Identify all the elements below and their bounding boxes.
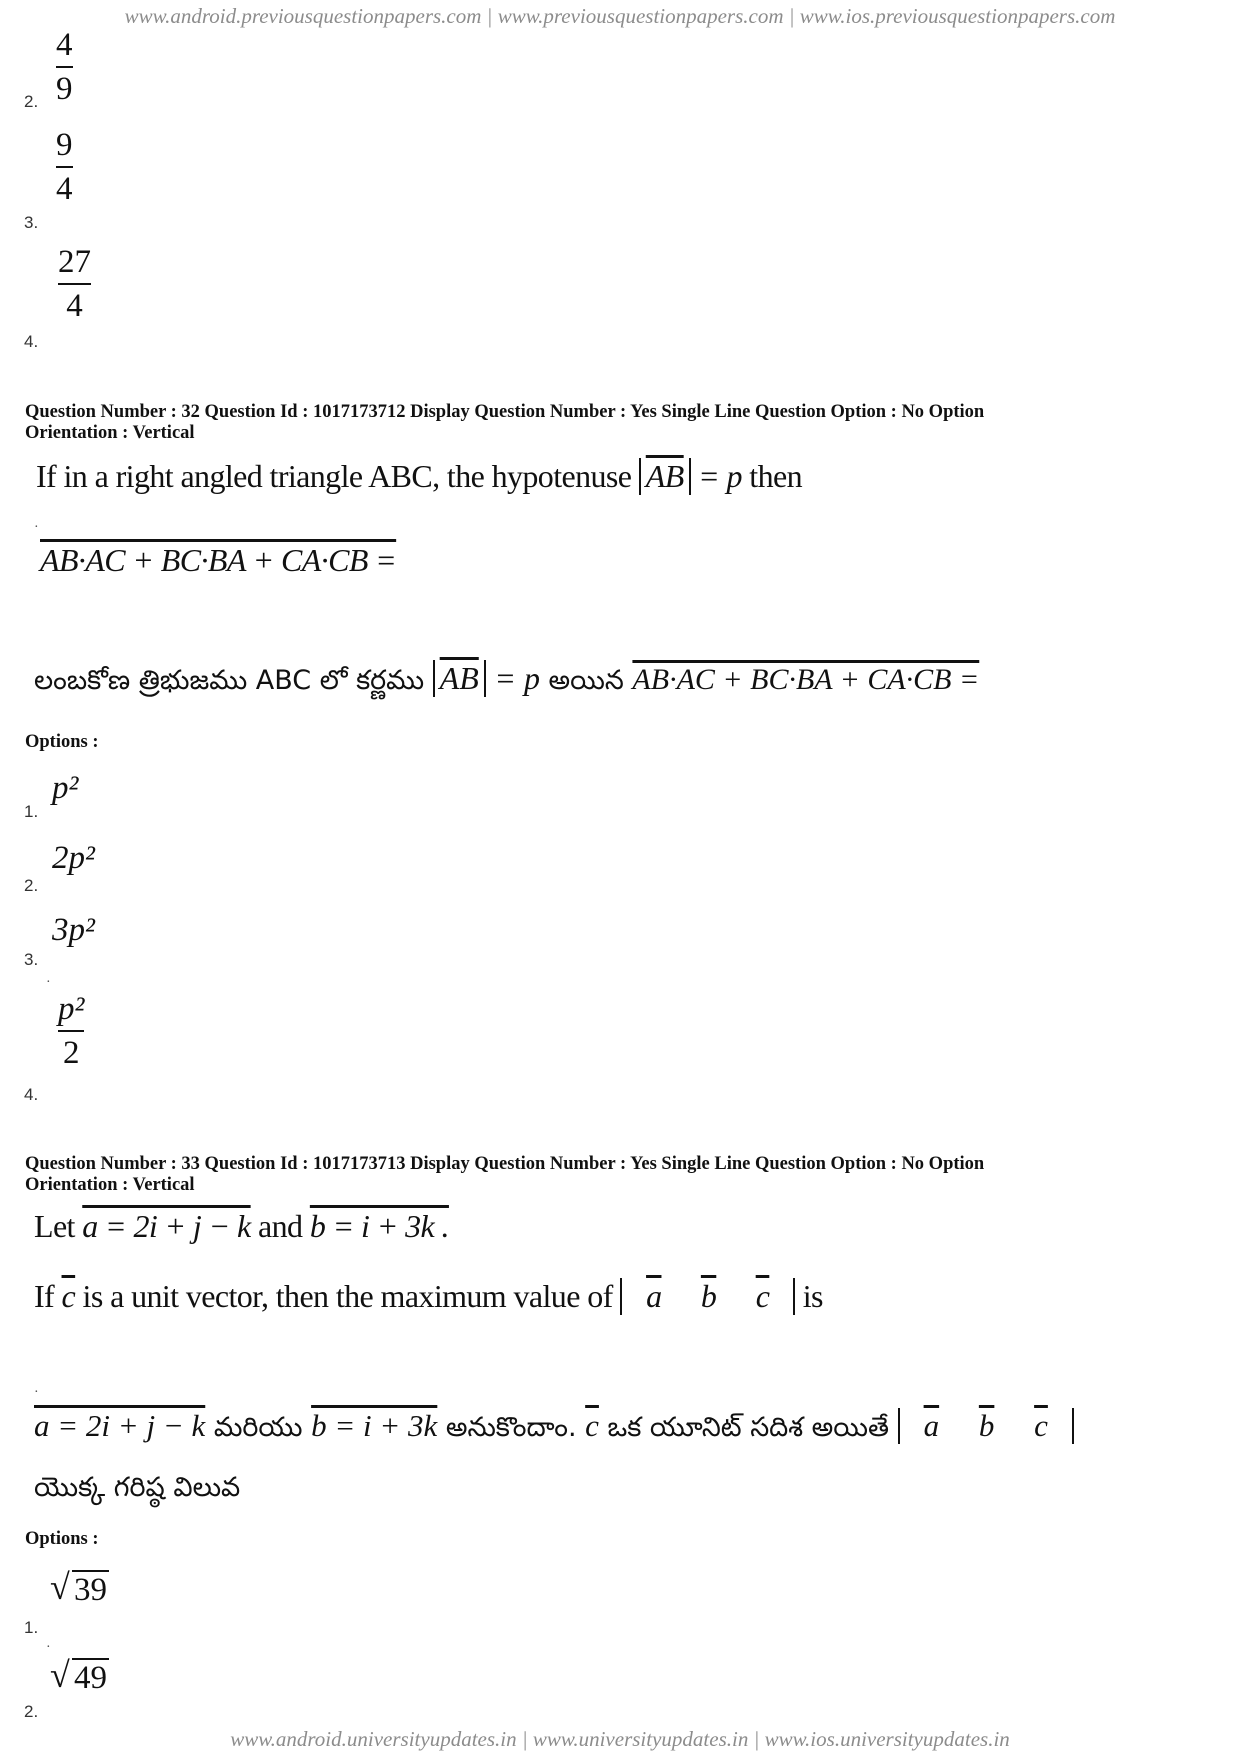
q32-then: then <box>749 458 802 494</box>
q33-english-line1 <box>34 1208 449 1245</box>
prev-option-2-number: 2. <box>24 92 39 111</box>
q33-if: If <box>34 1278 55 1314</box>
dot-marker: · <box>46 975 51 990</box>
fraction-bar <box>58 1030 84 1032</box>
fraction-denominator: 2 <box>62 1034 80 1071</box>
q33-vector-a: a = 2i + j − k <box>82 1208 251 1244</box>
dot-marker: · <box>46 1640 51 1655</box>
q33-telugu-vector-c: $\overline{c}$ <box>585 1408 599 1443</box>
q32-english-text: If in a right angled triangle ABC, the hypotenuse <box>36 458 632 494</box>
q33-option-2-value <box>50 1655 109 1697</box>
prev-option-4-number: 4. <box>24 332 39 351</box>
watermark-bottom: www.android.universityupdates.in | www.universityupdates.in | www.ios.universityupdates.in <box>230 1727 1010 1751</box>
q33-options-label: Options : <box>25 1529 99 1549</box>
box-item-c: $\overline{c}$ <box>755 1278 770 1314</box>
fraction-numerator: p² <box>58 991 85 1027</box>
radicand: 49 <box>74 1660 107 1696</box>
fraction-numerator: 9 <box>56 127 73 163</box>
fraction-bar <box>56 66 73 68</box>
q32-telugu-abs-ab: $\overline{AB}$ <box>433 660 486 697</box>
q33-telugu-text2: ఒక యూనిట్ సదిశ అయితే <box>607 1412 890 1443</box>
q32-eq-p: = p <box>698 458 742 494</box>
radicand: 39 <box>74 1572 107 1608</box>
box-item-a: $\overline{a}$ <box>923 1408 940 1443</box>
q32-option-3-number: 3. <box>24 950 39 969</box>
q32-telugu-text2: అయిన <box>548 665 624 696</box>
fraction-denominator: 4 <box>56 170 73 207</box>
q33-telugu-line2: యొక్క గరిష్ఠ విలువ <box>34 1472 241 1503</box>
q32-option-1-value: p² <box>52 770 79 806</box>
q32-abs-ab: $\overline{AB}$ <box>639 458 691 495</box>
q32-option-3-value: 3p² <box>52 912 95 948</box>
q33-option-1-number: 1. <box>24 1618 39 1637</box>
prev-option-4-fraction <box>58 245 91 323</box>
radical-sign-icon: √ <box>50 1655 70 1695</box>
dot-marker: · <box>34 1385 39 1400</box>
q32-options-label: Options : <box>25 732 99 752</box>
q33-telugu-box-product <box>898 1408 1074 1444</box>
q33-is: is <box>802 1278 823 1314</box>
radical-sign-icon: √ <box>50 1567 70 1607</box>
q32-header-line2: Orientation : Vertical <box>25 423 195 443</box>
q33-let: Let <box>34 1208 75 1244</box>
fraction-bar <box>58 283 91 285</box>
box-item-a: $\overline{a}$ <box>646 1278 662 1314</box>
q33-header <box>25 1154 1215 1196</box>
q33-telugu-vector-a: a = 2i + j − k <box>34 1408 206 1443</box>
box-item-c: $\overline{c}$ <box>1034 1408 1048 1443</box>
q33-telugu-mariyu: మరియు <box>213 1412 303 1443</box>
prev-option-3-number: 3. <box>24 213 39 232</box>
q32-option-1-number: 1. <box>24 802 39 821</box>
fraction-denominator: 4 <box>66 287 83 324</box>
dot-marker: · <box>34 520 39 535</box>
q32-telugu-text1: లంబకోణ త్రిభుజము ABC లో కర్ణము <box>34 665 425 696</box>
q33-telugu-line1 <box>34 1408 1074 1450</box>
fraction-numerator: 4 <box>56 27 73 63</box>
q32-header-line1: Question Number : 32 Question Id : 1017173712 Display Question Number : Yes Single Line Question Option : No Option <box>25 402 985 422</box>
q33-header-line2: Orientation : Vertical <box>25 1175 195 1195</box>
prev-option-3-fraction <box>56 128 73 206</box>
fraction-bar <box>56 166 73 168</box>
q32-english-expression: AB·AC + BC·BA + CA·CB = <box>40 542 397 578</box>
q32-header <box>25 402 1215 444</box>
q33-english-line2 <box>34 1278 823 1315</box>
fraction-numerator: 27 <box>58 244 91 280</box>
q33-unit-vector-text: is a unit vector, then the maximum value of <box>82 1278 613 1314</box>
q32-telugu-line <box>34 660 979 703</box>
q33-box-product <box>620 1278 795 1315</box>
q32-option-2-number: 2. <box>24 876 39 895</box>
q32-option-4-number: 4. <box>24 1085 39 1104</box>
square-root <box>50 1567 109 1609</box>
q33-option-2-number: 2. <box>24 1702 39 1721</box>
q33-vector-b: b = i + 3k . <box>309 1208 449 1244</box>
square-root <box>50 1655 109 1697</box>
q32-option-2-value: 2p² <box>52 840 95 876</box>
q32-english-line1 <box>36 458 802 495</box>
prev-option-2-fraction <box>56 28 73 106</box>
q32-telugu-eq-p: = p <box>494 660 540 696</box>
fraction-denominator: 9 <box>56 70 73 107</box>
q33-and: and <box>258 1208 303 1244</box>
q33-telugu-text: అనుకొందాం. <box>445 1412 577 1443</box>
watermark-top: www.android.previousquestionpapers.com | www.previousquestionpapers.com | www.ios.previousquestionpapers.com <box>124 4 1116 28</box>
box-item-b: $\overline{b}$ <box>978 1408 995 1443</box>
q32-option-4-fraction <box>58 992 84 1070</box>
q33-header-line1: Question Number : 33 Question Id : 1017173713 Display Question Number : Yes Single Line Question Option : No Option <box>25 1154 985 1174</box>
q33-option-1-value <box>50 1567 109 1609</box>
q32-telugu-expression: AB·AC + BC·BA + CA·CB = <box>632 663 980 696</box>
q33-vector-c: $\overline{c}$ <box>61 1278 76 1314</box>
q33-telugu-vector-b: b = i + 3k <box>311 1408 438 1443</box>
box-item-b: $\overline{b}$ <box>700 1278 717 1314</box>
